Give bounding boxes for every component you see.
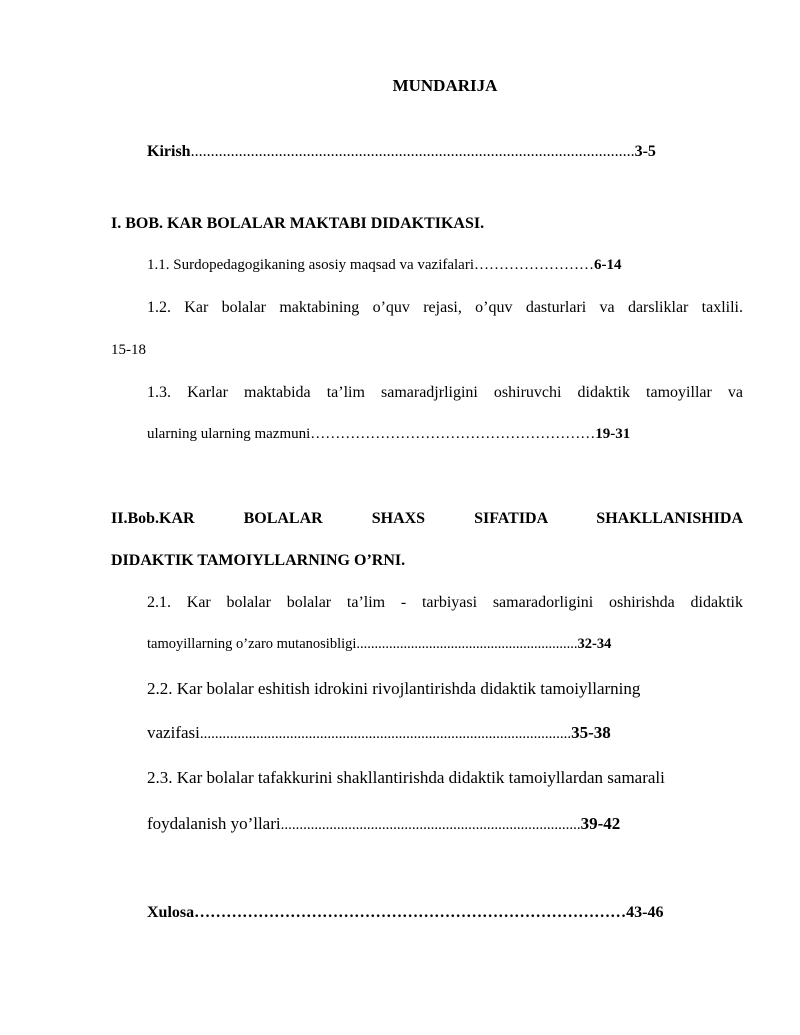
toc-item-1-1-dots: …………………… <box>474 257 594 273</box>
toc-item-1-1-pages: 6-14 <box>594 257 622 273</box>
toc-item-2-2-pages: 35-38 <box>571 723 611 742</box>
toc-item-2-1-pages: 32-34 <box>577 636 612 652</box>
toc-item-1-1 <box>147 257 622 274</box>
toc-item-2-1-line1: 2.1. Kar bolalar bolalar ta’lim - tarbiyasi samaradorligini oshirishda didaktik <box>147 594 743 611</box>
toc-item-2-1-text: tamoyillarning o’zaro mutanosibligi <box>147 636 357 652</box>
chapter1-heading: I. BOB. KAR BOLALAR MAKTABI DIDAKTIKASI. <box>111 215 485 232</box>
toc-kirish-label: Kirish <box>147 143 191 160</box>
toc-item-2-2-text: vazifasi <box>147 723 200 742</box>
toc-kirish-dots: ............................................................................................................... <box>190 143 635 160</box>
toc-item-1-3-line2 <box>147 426 630 443</box>
toc-item-2-2-line1: 2.2. Kar bolalar eshitish idrokini rivojlantirishda didaktik tamoiyllarning <box>147 679 641 698</box>
toc-item-1-3-text: ularning ularning mazmuni <box>147 426 311 442</box>
toc-item-1-2-pages: 15-18 <box>111 342 146 358</box>
toc-item-1-3-pages: 19-31 <box>595 426 631 442</box>
chapter2-heading-line2: DIDAKTIK TAMOIYLLARNING O’RNI. <box>111 552 406 569</box>
toc-item-2-1-line2 <box>147 636 611 653</box>
toc-item-2-3-pages: 39-42 <box>580 814 621 833</box>
toc-xulosa <box>147 904 663 922</box>
toc-kirish <box>147 143 656 161</box>
toc-item-2-3-line1: 2.3. Kar bolalar tafakkurini shakllantirishda didaktik tamoiyllardan samarali <box>147 768 665 787</box>
toc-item-1-1-text: 1.1. Surdopedagogikaning asosiy maqsad va vazifalari <box>147 257 474 273</box>
toc-item-1-3-line1: 1.3. Karlar maktabida ta’lim samaradjrligini oshiruvchi didaktik tamoyillar va <box>147 384 743 401</box>
page-title: MUNDARIJA <box>392 76 498 95</box>
toc-item-1-3-dots: ………………………………………………… <box>310 426 596 442</box>
chapter2-heading-line1: II.Bob.KAR BOLALAR SHAXS SIFATIDA SHAKLLANISHIDA <box>111 510 743 527</box>
toc-xulosa-pages: 43-46 <box>626 904 664 921</box>
toc-item-2-3-line2 <box>147 814 620 834</box>
toc-item-1-2-line1: 1.2. Kar bolalar maktabining o’quv rejasi, o’quv dasturlari va darsliklar taxlili. <box>147 299 743 316</box>
toc-item-2-3-text: foydalanish yo’llari <box>147 814 281 833</box>
toc-xulosa-label: Xulosa <box>147 904 195 921</box>
toc-kirish-pages: 3-5 <box>634 143 656 160</box>
toc-item-2-1-dots: ............................................................. <box>356 636 578 652</box>
toc-xulosa-dots: ……………………………………………………………………… <box>194 904 627 921</box>
toc-item-2-2-dots: ................................................................................................... <box>199 726 572 742</box>
toc-item-2-2-line2 <box>147 723 611 743</box>
toc-item-2-3-dots: ................................................................................ <box>280 817 581 833</box>
